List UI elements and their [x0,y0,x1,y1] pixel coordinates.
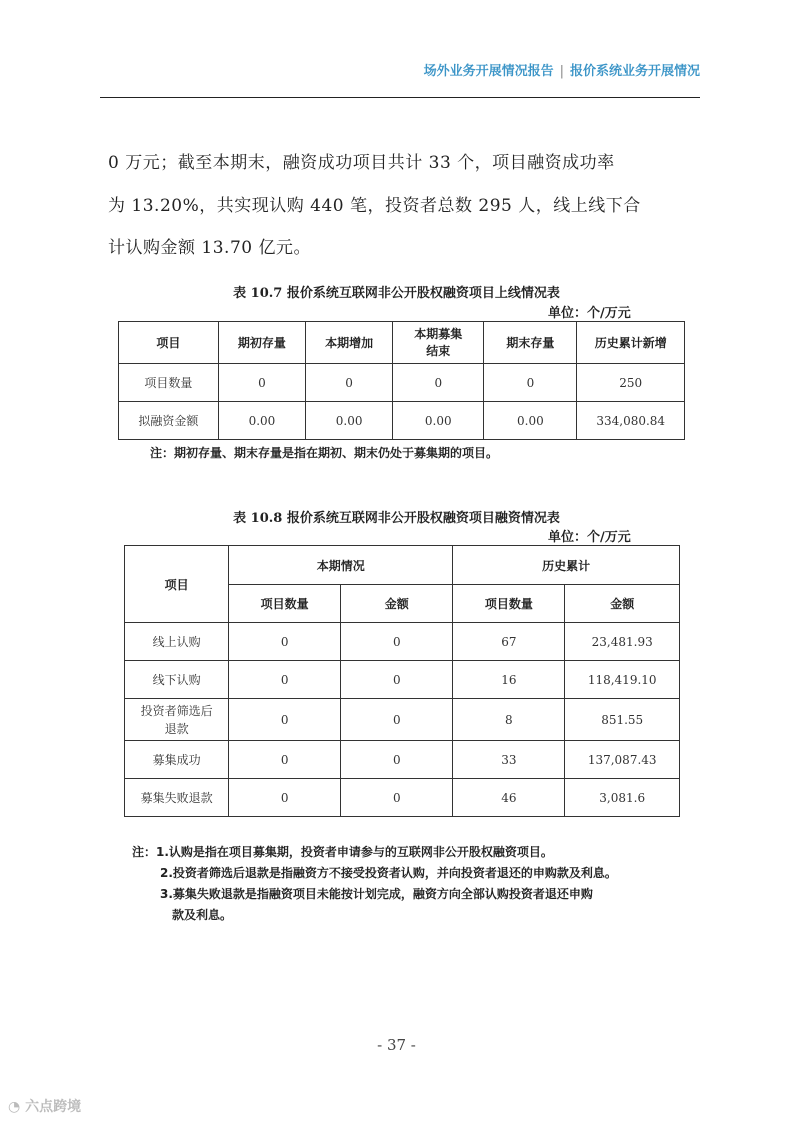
table8-cell: 33 [453,741,565,779]
header-left: 场外业务开展情况报告 [423,64,554,79]
table7-header-cell: 期末存量 [484,322,577,364]
table7-cell: 0 [306,364,393,402]
header-separator: | [559,64,564,79]
table8-cell: 投资者筛选后 退款 [125,699,229,741]
table7 [118,321,685,440]
table8 [124,545,680,817]
table8-cell: 118,419.10 [565,661,680,699]
table-row [125,623,680,661]
table7-header-cell: 历史累计新增 [577,322,685,364]
table8-group-header: 本期情况 [229,546,453,585]
header-title [424,60,700,79]
table8-sub-header: 金额 [341,585,453,623]
page-number: - 37 - [377,1036,416,1054]
table7-cell: 334,080.84 [577,402,685,440]
table7-header-cell: 项目 [119,322,219,364]
table8-sub-header: 金额 [565,585,680,623]
table7-header-cell: 本期增加 [306,322,393,364]
table7-cell: 0.00 [484,402,577,440]
table8-cell: 线上认购 [125,623,229,661]
table7-cell: 0 [393,364,484,402]
table8-cell: 线下认购 [125,661,229,699]
table7-cell: 项目数量 [119,364,219,402]
table7-cell: 0.00 [218,402,305,440]
table8-cell: 851.55 [565,699,680,741]
watermark-logo-icon: ◔ [8,1099,21,1115]
table-row [125,779,680,817]
table-row [125,699,680,741]
table8-cell: 0 [229,741,341,779]
watermark [8,1096,81,1116]
table8-note-3a: 3.募集失败退款是指融资项目未能按计划完成，融资方向全部认购投资者退还申购 [160,887,593,901]
table8-sub-header: 项目数量 [453,585,565,623]
table8-cell: 募集成功 [125,741,229,779]
table8-cell: 0 [341,699,453,741]
table8-note-2: 2.投资者筛选后退款是指融资方不接受投资者认购，并向投资者退还的申购款及利息。 [160,866,617,880]
table8-cell: 0 [229,699,341,741]
table8-cell: 16 [453,661,565,699]
table7-cell: 0 [218,364,305,402]
table8-unit: 单位：个/万元 [548,530,631,545]
table8-cell: 46 [453,779,565,817]
table8-cell: 0 [341,779,453,817]
table8-cell: 0 [341,741,453,779]
table-row [125,741,680,779]
table8-group-header-row [125,546,680,585]
table7-cell: 0 [484,364,577,402]
table7-cell: 0.00 [393,402,484,440]
paragraph-line-2: 为 13.20%，共实现认购 440 笔，投资者总数 295 人，线上线下合 [108,196,641,216]
table7-unit: 单位：个/万元 [548,306,631,321]
table8-cell: 67 [453,623,565,661]
table8-cell: 0 [229,623,341,661]
table7-note: 注：期初存量、期末存量是指在期初、期末仍处于募集期的项目。 [150,446,499,460]
table8-group-header: 历史累计 [453,546,680,585]
table7-caption: 表 10.7 报价系统互联网非公开股权融资项目上线情况表 [233,286,560,301]
watermark-text: 六点跨境 [25,1099,82,1115]
table8-cell: 0 [341,623,453,661]
table8-cell: 0 [229,779,341,817]
table-row [119,364,685,402]
table8-cell: 3,081.6 [565,779,680,817]
table-row [125,661,680,699]
table7-header-cell: 本期募集 结束 [393,322,484,364]
table8-cell: 23,481.93 [565,623,680,661]
table7-header-row [119,322,685,364]
table7-header-cell: 期初存量 [218,322,305,364]
table8-cell: 募集失败退款 [125,779,229,817]
table8-note-1: 注：1.认购是指在项目募集期，投资者申请参与的互联网非公开股权融资项目。 [132,845,553,859]
paragraph-line-3: 计认购金额 13.70 亿元。 [108,238,311,258]
table7-cell: 拟融资金额 [119,402,219,440]
table8-cell: 137,087.43 [565,741,680,779]
table7-cell: 0.00 [306,402,393,440]
table8-cell: 0 [229,661,341,699]
table8-note-3b: 款及利息。 [172,908,233,922]
header-rule [100,97,700,98]
table-row [119,402,685,440]
table8-sub-header: 项目数量 [229,585,341,623]
header-right: 报价系统业务开展情况 [569,64,700,79]
table8-caption: 表 10.8 报价系统互联网非公开股权融资项目融资情况表 [233,511,560,526]
table8-cell: 8 [453,699,565,741]
table8-item-header: 项目 [125,546,229,623]
paragraph-line-1: 0 万元；截至本期末，融资成功项目共计 33 个，项目融资成功率 [108,153,615,173]
table8-cell: 0 [341,661,453,699]
table7-cell: 250 [577,364,685,402]
